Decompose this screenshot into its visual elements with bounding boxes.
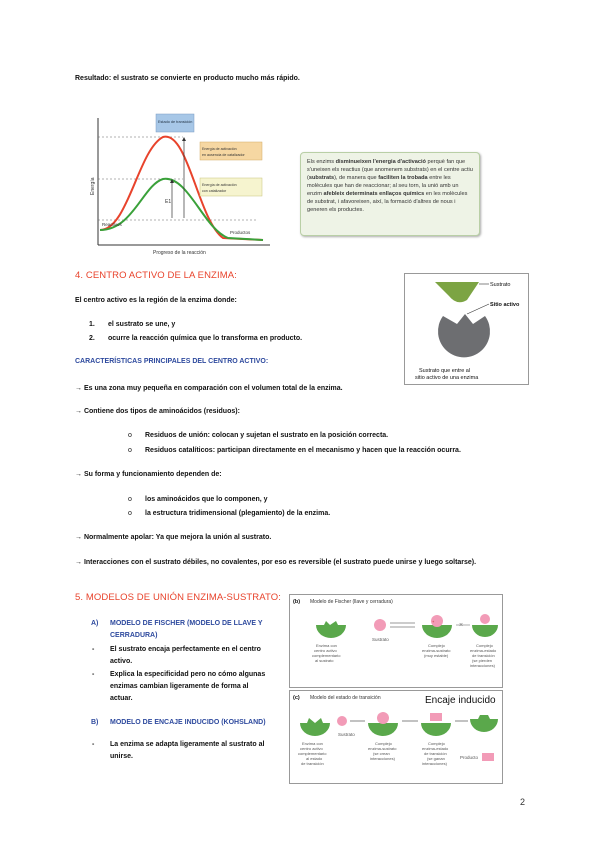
induced-caption-2: Complejo enzima-sustrato (se crean interacciones) xyxy=(368,741,397,761)
svg-text:×: × xyxy=(459,622,464,629)
section-4-intro: El centro activo es la región de la enzima donde: xyxy=(75,297,237,304)
induced-fit-illustration xyxy=(290,691,502,783)
section-5-title: 5. MODELOS DE UNIÓN ENZIMA-SUSTRATO: xyxy=(75,592,281,603)
active-site-figure xyxy=(404,273,529,385)
dash-bullet: - xyxy=(92,741,95,748)
dash-bullet: - xyxy=(92,646,95,653)
chart-reactivos: Reactivos xyxy=(102,222,122,227)
active-site-illustration xyxy=(405,274,528,384)
energy-profile-chart xyxy=(88,110,278,268)
depende-estructura: la estructura tridimensional (plegamiento) de la enzima. xyxy=(145,510,331,517)
model-a-point-2-line1: Explica la especificidad pero no cómo algunas xyxy=(110,671,266,678)
panel-c-title: Modelo del estado de transición xyxy=(310,695,381,701)
figure-caption-1: Sustrato que entre al xyxy=(419,368,471,374)
section-4-subtitle: CARACTERÍSTICAS PRINCIPALES DEL CENTRO ACTIVO: xyxy=(75,358,269,365)
chart-ea-con: Energía de activación xyxy=(202,183,237,187)
svg-text:+: + xyxy=(432,619,435,624)
model-b-letter: B) xyxy=(91,719,99,726)
list-item-number: 1. xyxy=(89,321,95,328)
producto-label: Producto xyxy=(460,755,479,760)
bullet-apolar: → Normalmente apolar: Ya que mejora la unión al sustrato. xyxy=(75,534,272,541)
model-a-letter: A) xyxy=(91,620,99,627)
list-item: el sustrato se une, y xyxy=(108,321,176,328)
model-a-title-line2: CERRADURA) xyxy=(110,632,158,639)
bullet-interacciones: → Interacciones con el sustrato débiles, no covalentes, por eso es reversible (el sustrato puede unirse y luego soltarse). xyxy=(75,559,477,566)
chart-productos: Productos xyxy=(230,230,251,235)
fischer-sustrato-label: Sustrato xyxy=(372,637,389,642)
induced-caption-3: Complejo enzima-estado de transición (se ganan interacciones) xyxy=(422,741,449,766)
induced-sustrato-label: Sustrato xyxy=(338,732,355,737)
residuo-union: Residuos de unión: colocan y sujetan el sustrato en la posición correcta. xyxy=(145,432,389,439)
figure-sitio-activo-label: Sitio activo xyxy=(490,302,520,308)
section-4-title: 4. CENTRO ACTIVO DE LA ENZIMA: xyxy=(75,270,237,281)
list-item: ocurre la reacción química que lo transforma en producto. xyxy=(108,335,303,342)
induced-caption-1: Enzima con centro activo complementario al estado de transición xyxy=(298,741,327,766)
model-b-point-line1: La enzima se adapta ligeramente al sustrato al xyxy=(110,741,265,748)
bullet-forma: → Su forma y funcionamiento dependen de: xyxy=(75,471,222,478)
chart-xlabel: Progreso de la reacción xyxy=(153,250,206,256)
model-a-title-line1: MODELO DE FISCHER (MODELO DE LLAVE Y xyxy=(110,620,263,627)
enzyme-note-box xyxy=(300,152,480,236)
fischer-caption-2: Complejo enzima-sustrato (muy estable) xyxy=(422,643,451,658)
enzyme-note-text: Els enzims disminueixen l'energia d'activació perquè fan que s'uneixen els reactius (que anomenem substrats) en el centre actiu (substrats), de manera que faciliten la trobada entre les molècules que han de reaccionar; al seu torn, la unió amb un enzim afebleix determinats enllaços químics en les molècules de substrat, i afavoreixen, així, la formació d'altres de nous i generen els productes. xyxy=(307,159,473,213)
model-a-point-2-line3: actuar. xyxy=(110,695,133,702)
chart-ea-sin: Energía de activación xyxy=(202,147,237,151)
bullet-aminoacidos: → Contiene dos tipos de aminoácidos (residuos): xyxy=(75,408,240,415)
circle-bullet: o xyxy=(128,447,132,454)
induced-fit-panel xyxy=(289,690,503,784)
model-b-point-line2: unirse. xyxy=(110,753,133,760)
encaje-inducido-label: Encaje inducido xyxy=(425,695,496,706)
chart-estado-transicion: Estado de transición xyxy=(158,120,193,124)
residuo-catalitico: Residuos catalíticos: participan directamente en el mecanismo y hacen que la reacción ocurra. xyxy=(145,447,461,454)
fischer-model-panel xyxy=(289,594,503,688)
dash-bullet: - xyxy=(92,671,95,678)
depende-aminoacidos: los aminoácidos que lo componen, y xyxy=(145,496,268,503)
fischer-caption-1: Enzima con centro activo complementario al sustrato xyxy=(312,643,341,663)
figure-caption-2: sitio activo de una enzima xyxy=(415,375,479,381)
svg-text:con catalizador: con catalizador xyxy=(202,189,227,193)
model-a-point-1-line1: El sustrato encaja perfectamente en el centro xyxy=(110,646,261,653)
model-b-title: MODELO DE ENCAJE INDUCIDO (KOHSLAND) xyxy=(110,719,266,726)
circle-bullet: o xyxy=(128,496,132,503)
circle-bullet: o xyxy=(128,510,132,517)
bullet-volumen: → Es una zona muy pequeña en comparación con el volumen total de la enzima. xyxy=(75,385,343,392)
list-item-number: 2. xyxy=(89,335,95,342)
panel-c-tag: (c) xyxy=(293,695,300,701)
circle-bullet: o xyxy=(128,432,132,439)
figure-sustrato-label: Sustrato xyxy=(490,282,511,288)
panel-b-tag: (b) xyxy=(293,599,301,605)
fischer-model-illustration xyxy=(290,595,502,687)
page-number: 2 xyxy=(520,797,526,807)
chart-ylabel: Energía xyxy=(90,177,96,195)
panel-b-title: Modelo de Fischer (llave y cerradura) xyxy=(310,599,393,605)
svg-text:en ausencia de catalizador: en ausencia de catalizador xyxy=(202,153,245,157)
chart-e-label: E1 xyxy=(165,199,172,205)
model-a-point-2-line2: enzimas cambian ligeramente de forma al xyxy=(110,683,249,690)
fischer-caption-3: Complejo enzima-estado de transición (se pierden interacciones) xyxy=(470,643,497,668)
resultado-text: Resultado: el sustrato se convierte en producto mucho más rápido. xyxy=(75,75,300,82)
model-a-point-1-line2: activo. xyxy=(110,658,133,665)
